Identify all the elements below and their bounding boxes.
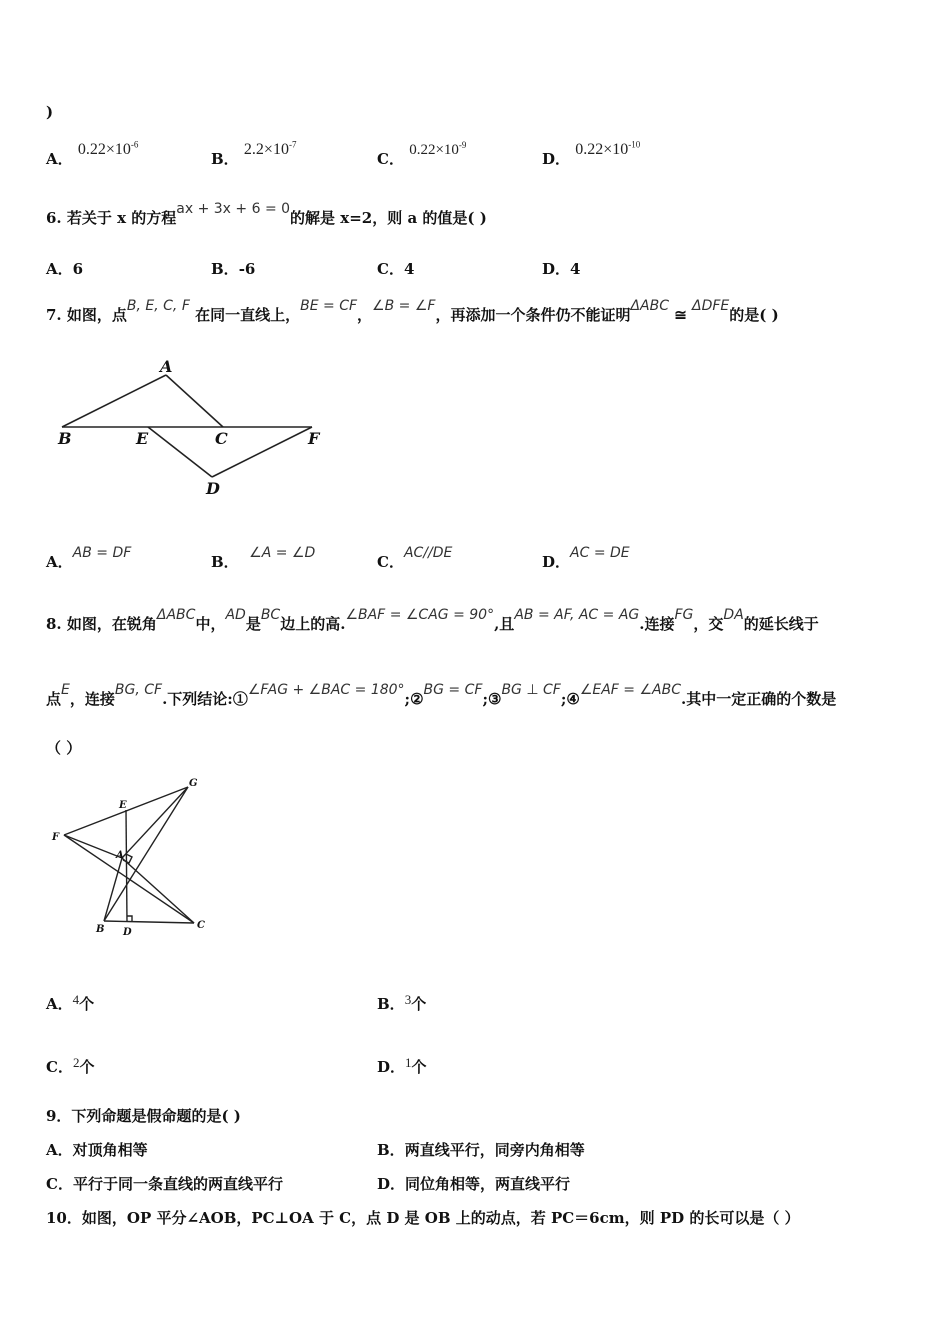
q7-option-b[interactable]: B． ∠A = ∠D xyxy=(211,545,316,571)
q10-stem: 10．如图，OP 平分∠AOB，PC⊥OA 于 C，点 D 是 OB 上的动点，若 PC＝6cm，则 PD 的长可以是（ ） xyxy=(46,1209,800,1227)
q8-label-c: C xyxy=(197,920,205,931)
q6-option-b[interactable]: B．-6 xyxy=(211,260,256,278)
q6-option-d[interactable]: D．4 xyxy=(542,260,581,278)
q6-option-a[interactable]: A．6 xyxy=(46,260,84,278)
q7-label-c: C xyxy=(215,429,228,448)
q9-option-d[interactable]: D．同位角相等，两直线平行 xyxy=(377,1175,571,1193)
q6-option-c[interactable]: C．4 xyxy=(377,260,415,278)
q6-stem: 6. 若关于 x 的方程ax + 3x + 6 = 0的解是 x=2，则 a 的值是( ) xyxy=(46,201,487,227)
q7-label-a: A xyxy=(160,357,173,376)
q8-label-a: A xyxy=(116,850,124,861)
option-value: $0.22\times 10^{-9}$ xyxy=(409,140,467,158)
q7-label-b: B xyxy=(58,429,72,448)
q8-label-d: D xyxy=(123,927,132,938)
q8-figure xyxy=(46,772,226,942)
q7-option-d[interactable]: D．AC = DE xyxy=(542,545,630,571)
q9-option-a[interactable]: A．对顶角相等 xyxy=(46,1141,148,1159)
option-letter: A． xyxy=(46,150,73,168)
q5-option-c[interactable] xyxy=(377,140,467,169)
q8-stem-line2: 点E，连接BG, CF.下列结论:①∠FAG + ∠BAC = 180°;②BG = CF;③BG ⊥ CF;④∠EAF = ∠ABC.其中一定正确的个数是 xyxy=(46,682,837,708)
q7-label-d: D xyxy=(206,479,220,498)
q8-option-a[interactable]: A．4个 xyxy=(46,992,95,1013)
option-letter: D． xyxy=(542,150,571,168)
q8-label-e: E xyxy=(119,800,127,811)
q8-option-d[interactable]: D．1个 xyxy=(377,1055,427,1076)
q7-label-f: F xyxy=(308,429,320,448)
q9-option-b[interactable]: B．两直线平行，同旁内角相等 xyxy=(377,1141,585,1159)
q8-stem-line3: （ ） xyxy=(46,739,82,757)
q5-option-b[interactable] xyxy=(211,139,297,169)
option-letter: B． xyxy=(211,150,239,168)
q7-figure xyxy=(50,355,330,500)
q9-option-c[interactable]: C．平行于同一条直线的两直线平行 xyxy=(46,1175,283,1193)
option-value: $0.22\times 10^{-6}$ xyxy=(77,139,139,158)
q5-option-a[interactable] xyxy=(46,139,139,169)
q8-stem-line1: 8. 如图，在锐角ΔABC中，AD是BC边上的高.∠BAF = ∠CAG = 90°,且AB = AF, AC = AG.连接FG，交DA的延长线于 xyxy=(46,607,819,633)
q7-option-c[interactable]: C．AC//DE xyxy=(377,545,453,571)
option-value: $2.2\times 10^{-7}$ xyxy=(243,139,297,158)
q9-stem: 9．下列命题是假命题的是( ) xyxy=(46,1107,241,1125)
option-letter: C． xyxy=(377,150,404,168)
q7-option-a[interactable]: A．AB = DF xyxy=(46,545,132,571)
q7-stem: 7. 如图，点B, E, C, F 在同一直线上，BE = CF，∠B = ∠F，再添加一个条件仍不能证明ΔABC ≅ ΔDFE的是( ) xyxy=(46,298,779,324)
q8-option-c[interactable]: C．2个 xyxy=(46,1055,95,1076)
q5-option-d[interactable] xyxy=(542,139,641,169)
q8-label-g: G xyxy=(189,778,198,789)
q6-equation: ax + 3x + 6 = 0 xyxy=(176,201,291,217)
q8-label-f: F xyxy=(52,832,60,843)
option-value: $0.22\times 10^{-10}$ xyxy=(575,139,641,158)
q5-close-paren: ) xyxy=(46,103,54,121)
q8-label-b: B xyxy=(96,924,105,935)
q7-label-e: E xyxy=(136,429,149,448)
q8-option-b[interactable]: B．3个 xyxy=(377,992,427,1013)
